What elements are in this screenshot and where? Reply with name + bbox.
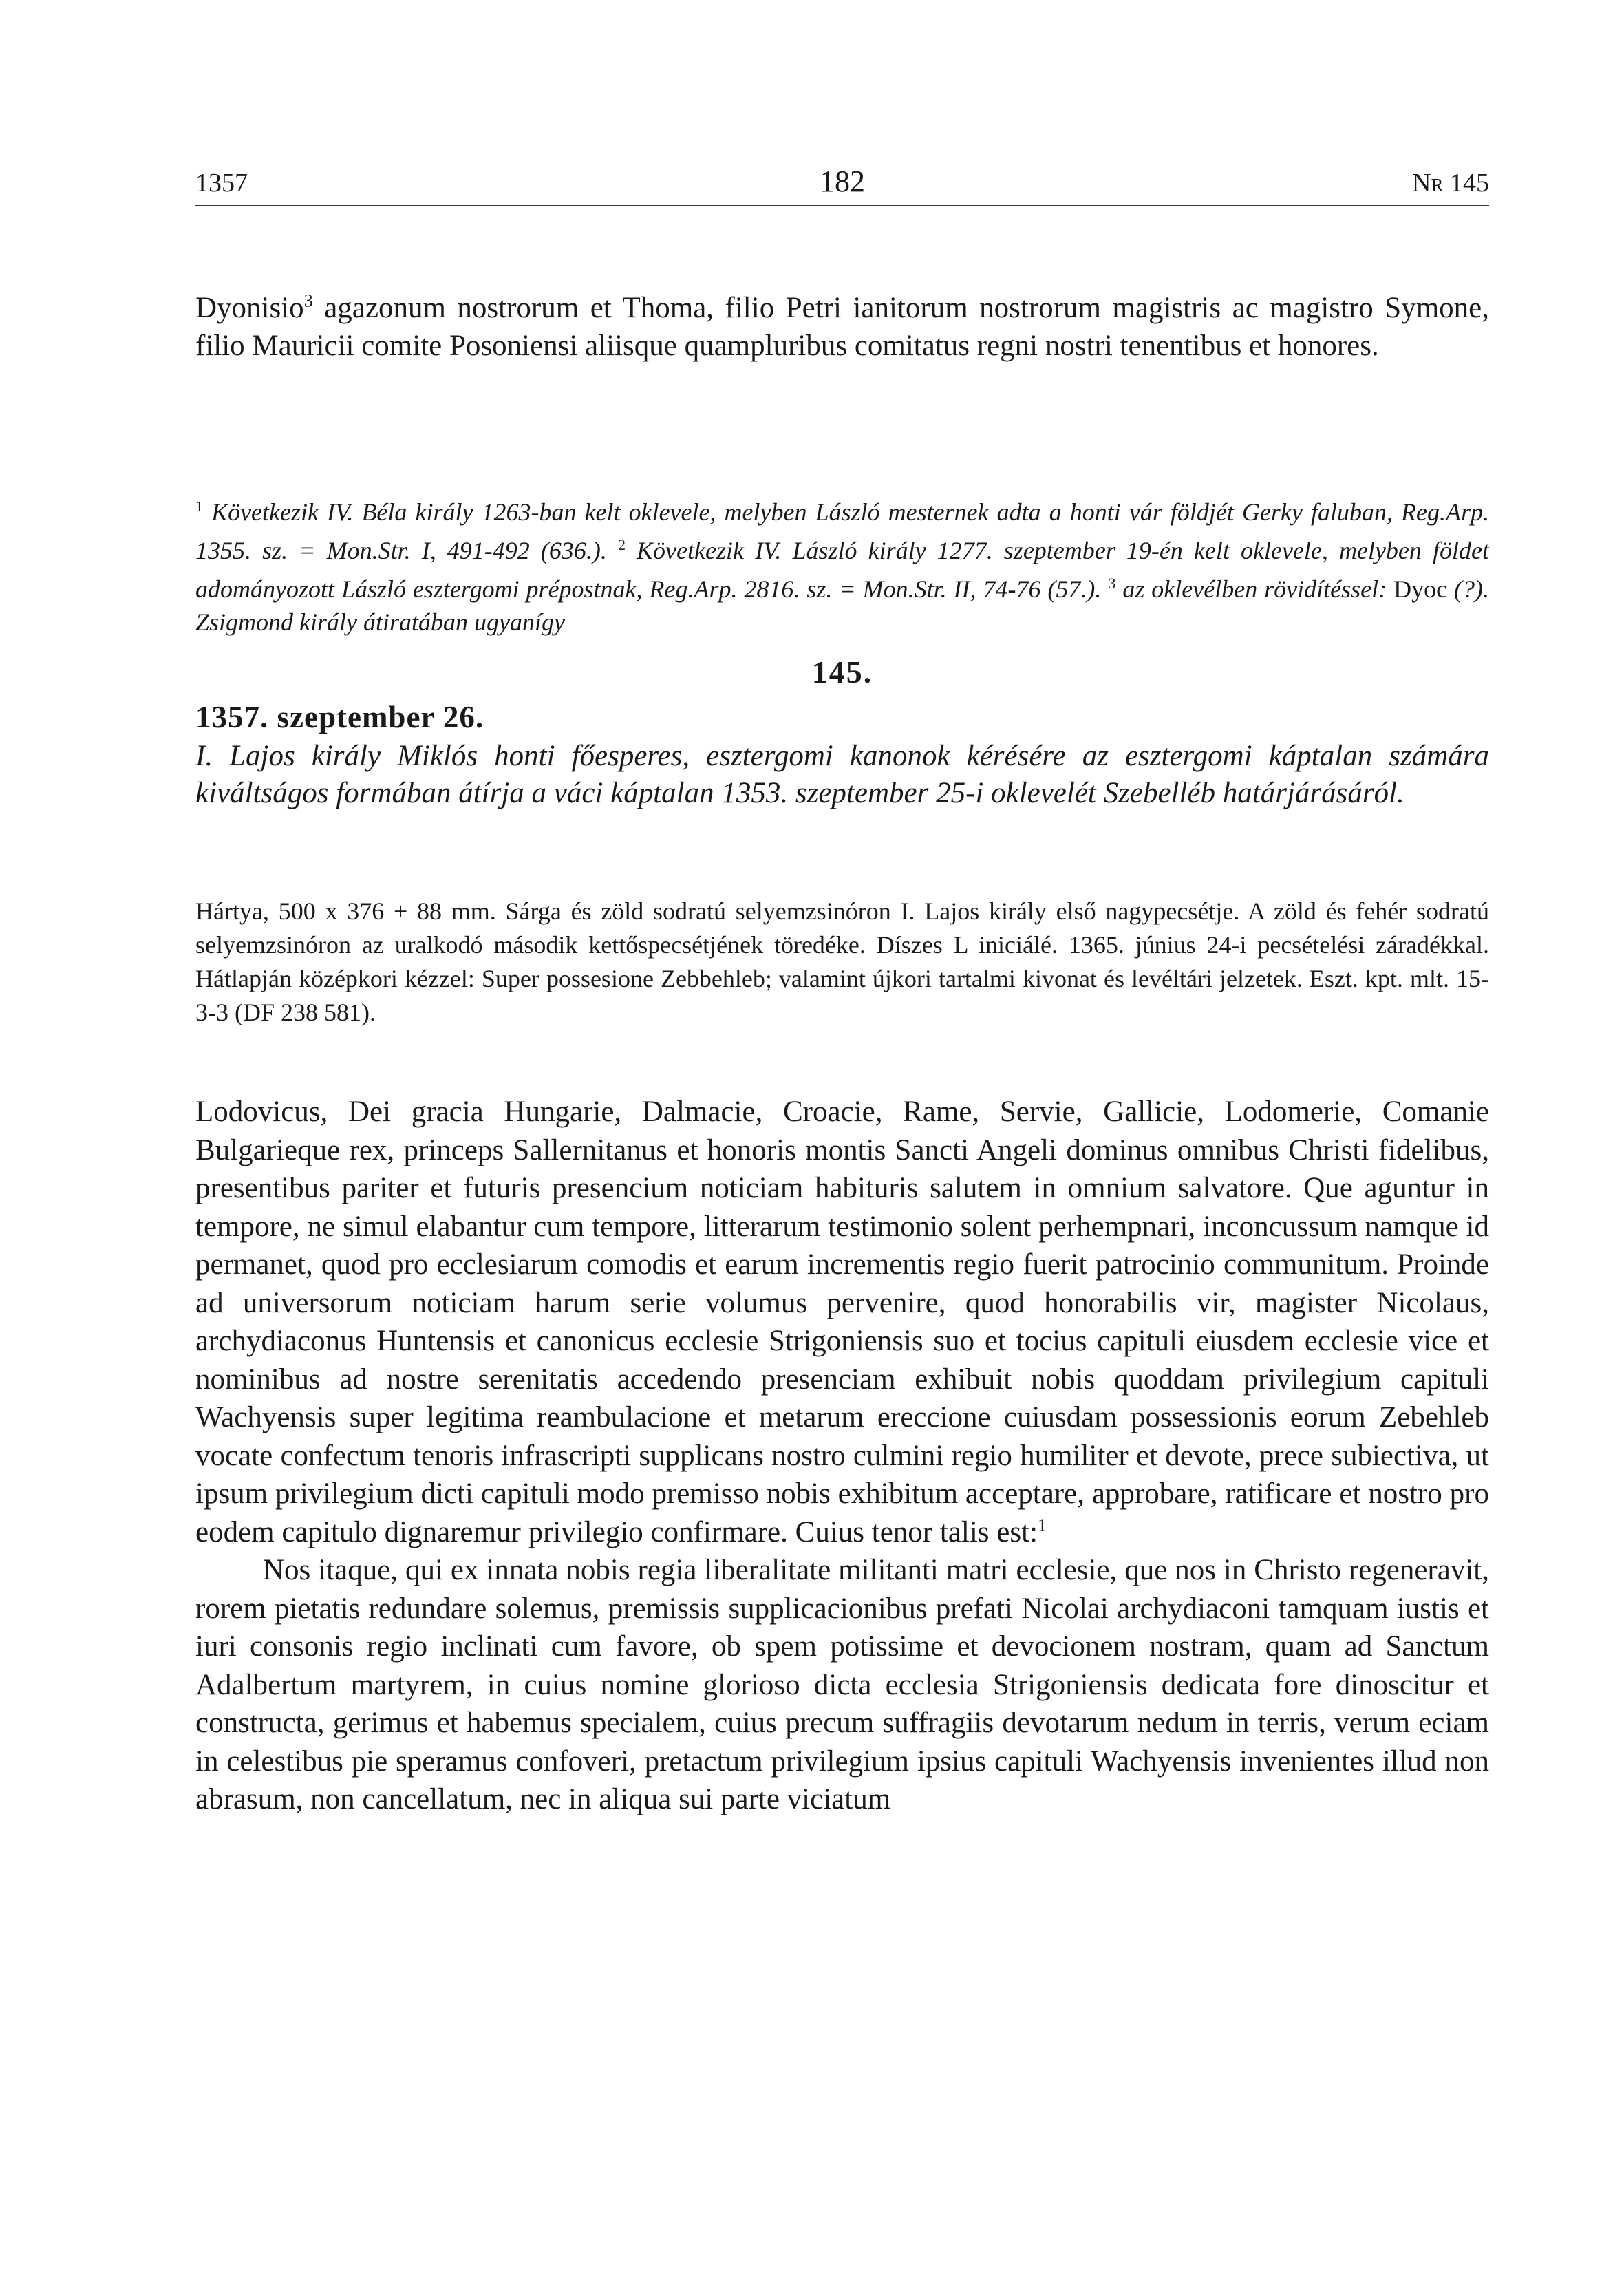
footnote-3-text: az oklevélben rövidítéssel: xyxy=(1115,575,1394,603)
footnote-mark: 3 xyxy=(303,290,313,311)
document-date: 1357. szeptember 26. xyxy=(195,700,484,734)
charter-paragraph-2: Nos itaque, qui ex innata nobis regia liberalitate militanti matri ecclesie, que nos in Christo regeneravit, rorem pietatis redundare solemus, premissis supplicacionibus prefati Nicolai archydiaconi tamquam iustis et iuri consonis regio inclinati cum favore, ob spem potissime et devocionem nostram, quam ad Sanctum Adalbertum martyrem, in cuius nomine glorioso dicta ecclesia Strigoniensis dedicata fore dinoscitur et constructa, gerimus et habemus specialem, cuius precum suffragiis devotarum nedum in terris, verum eciam in celestibus pie speramus confoveri, pretactum privilegium ipsius capituli Wachyensis invenientes illud non abrasum, non cancellatum, nec in aliqua sui parte viciatum xyxy=(195,1554,1489,1815)
document-regest: I. Lajos király Miklós honti főesperes, esztergomi kanonok kérésére az esztergomi káptalan számára kiváltságos formában átírja a váci káptalan 1353. szeptember 25-i oklevelét Szebelléb határjárásáról. xyxy=(195,740,1489,809)
document-number: 145. xyxy=(811,654,873,690)
page-number: 182 xyxy=(820,164,865,198)
charter-paragraph-1 xyxy=(195,1093,1489,1551)
document-description: Hártya, 500 x 376 + 88 mm. Sárga és zöld sodratú selyemzsinóron I. Lajos király első nagypecsétje. A zöld és fehér sodratú selyemzsinóron az uralkodó második kettőspecsétjének töredéke. Díszes L iniciálé. 1365. június 24-i pecsételési záradékkal. Hátlapján középkori kézzel: Super possesione Zebbehleb; valamint újkori tartalmi kivonat és levéltári jelzetek. Eszt. kpt. mlt. 15-3-3 (DF 238 581). xyxy=(195,897,1489,1026)
document-reference: Nr 145 xyxy=(1412,169,1489,198)
running-head xyxy=(195,164,1489,206)
footnote-3-word: Dyoc xyxy=(1393,575,1448,603)
previous-document-ending xyxy=(195,289,1489,365)
continuation-text-start: Dyonisio xyxy=(195,292,304,324)
running-head-year: 1357 xyxy=(195,169,248,198)
charter-text xyxy=(195,1093,1489,1819)
footnote-1-text: Következik IV. Béla király 1263-ban kelt oklevele, melyben László mesternek adta a honti vár földjét Gerky faluban, Reg.Arp. 1355. sz. = Mon.Str. I, 491-492 (636.). xyxy=(195,498,1489,564)
charter-paragraph-1-text: Lodovicus, Dei gracia Hungarie, Dalmacie, Croacie, Rame, Servie, Gallicie, Lodomerie, Comanie Bulgarieque rex, princeps Sallernitanus et honoris montis Sancti Angeli dominus omnibus Christi fidelibus, presentibus pariter et futuris presencium noticiam habituris salutem in omnium salvatore. Que aguntur in tempore, ne simul elabantur cum tempore, litterarum testimonio solent perhempnari, inconcussum namque id permanet, quod pro ecclesiarum comodis et earum incrementis regio fuerit patrocinio communitum. Proinde ad universorum noticiam harum serie volumus pervenire, quod honorabilis vir, magister Nicolaus, archydiaconus Huntensis et canonicus ecclesie Strigoniensis suo et tocius capituli eiusdem ecclesie vice et nominibus ad nostre serenitatis accedendo presenciam exhibuit nobis quoddam privilegium capituli Wachyensis super legitima reambulacione et metarum ereccione cuiusdam possessionis eorum Zebehleb vocate confectum tenoris infrascripti supplicans nostro culmini regio humiliter et devote, prece subiectiva, ut ipsum privilegium dicti capituli modo premisso nobis exhibitum acceptare, approbare, ratificare et nostro pro eodem capitulo dignaremur privilegio confirmare. Cuius tenor talis est: xyxy=(195,1096,1489,1548)
footnote-3-mark: 3 xyxy=(1108,575,1116,592)
continuation-text-end: agazonum nostrorum et Thoma, filio Petri ianitorum nostrorum magistris ac magistro Symone, filio Mauricii comite Posoniensi aliisque quampluribus comitatus regni nostri tenentibus et honores. xyxy=(195,292,1489,362)
charter-footnote-mark: 1 xyxy=(1037,1515,1047,1535)
footnote-2-mark: 2 xyxy=(617,536,626,553)
footnote-3-rest: (?). Zsigmond király átiratában ugyanígy xyxy=(195,575,1489,636)
footnote-2-text: Következik IV. László király 1277. szeptember 19-én kelt oklevele, melyben földet adományozott László esztergomi prépostnak, Reg.Arp. 2816. sz. = Mon.Str. II, 74-76 (57.). xyxy=(195,537,1489,603)
footnotes xyxy=(195,490,1489,639)
footnote-1-mark: 1 xyxy=(195,498,203,515)
